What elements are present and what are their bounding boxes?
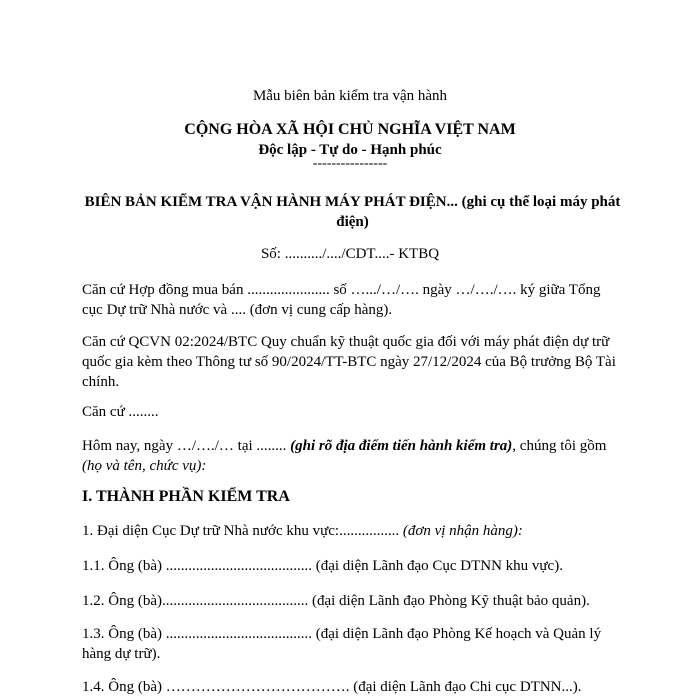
nation-title: CỘNG HÒA XÃ HỘI CHỦ NGHĨA VIỆT NAM <box>184 121 516 138</box>
section-heading: I. THÀNH PHẦN KIỂM TRA <box>82 488 290 505</box>
today-middle: , chúng tôi gồm <box>512 438 607 454</box>
member-line-2: 1.2. Ông (bà)....................................... (đại diện Lãnh đạo Phòng Kỹ thuật bảo quản). <box>82 593 590 609</box>
motto-rule: ---------------- <box>312 156 388 171</box>
basis-standard-paragraph: Căn cứ QCVN 02:2024/BTC Quy chuẩn kỹ thuật quốc gia đối với máy phát điện dự trữ quốc gia kèm theo Thông tư số 90/2024/TT-BTC ngày 27/12/2024 của Bộ trưởng Bộ Tài chính. <box>82 334 616 390</box>
document-number: Số: ........../..../CDT....- KTBQ <box>260 246 440 262</box>
representative-note: (đơn vị nhận hàng): <box>402 523 523 539</box>
member-line-4: 1.4. Ông (bà) ………………………………. (đại diện Lãnh đạo Chi cục DTNN...). <box>82 679 582 695</box>
basis-other-paragraph: Căn cứ ........ <box>82 404 159 420</box>
template-label: Mẫu biên bản kiểm tra vận hành <box>252 88 448 104</box>
today-paragraph <box>82 436 622 476</box>
member-line-3: 1.3. Ông (bà) ....................................... (đại diện Lãnh đạo Phòng Kế hoạch và Quản lý hàng dự trữ). <box>82 626 602 662</box>
representative-line <box>82 521 523 541</box>
motto: Độc lập - Tự do - Hạnh phúc <box>258 142 442 158</box>
members-note: (họ và tên, chức vụ): <box>82 458 207 474</box>
basis-contract-paragraph: Căn cứ Hợp đồng mua bán ...................... số ….../…/…. ngày …/…./…. ký giữa Tổng cục Dự trữ Nhà nước và .... (đơn vị cung cấp hàng). <box>82 282 601 318</box>
place-note: (ghi rõ địa điểm tiến hành kiểm tra) <box>290 438 513 454</box>
representative-lead: 1. Đại diện Cục Dự trữ Nhà nước khu vực:................ <box>82 523 403 539</box>
document-title: BIÊN BẢN KIỂM TRA VẬN HÀNH MÁY PHÁT ĐIỆN... (ghi cụ thể loại máy phát điện) <box>84 194 621 230</box>
member-line-1: 1.1. Ông (bà) ....................................... (đại diện Lãnh đạo Cục DTNN khu vực). <box>82 558 563 574</box>
today-lead: Hôm nay, ngày …/…./… tại ........ <box>82 438 291 454</box>
